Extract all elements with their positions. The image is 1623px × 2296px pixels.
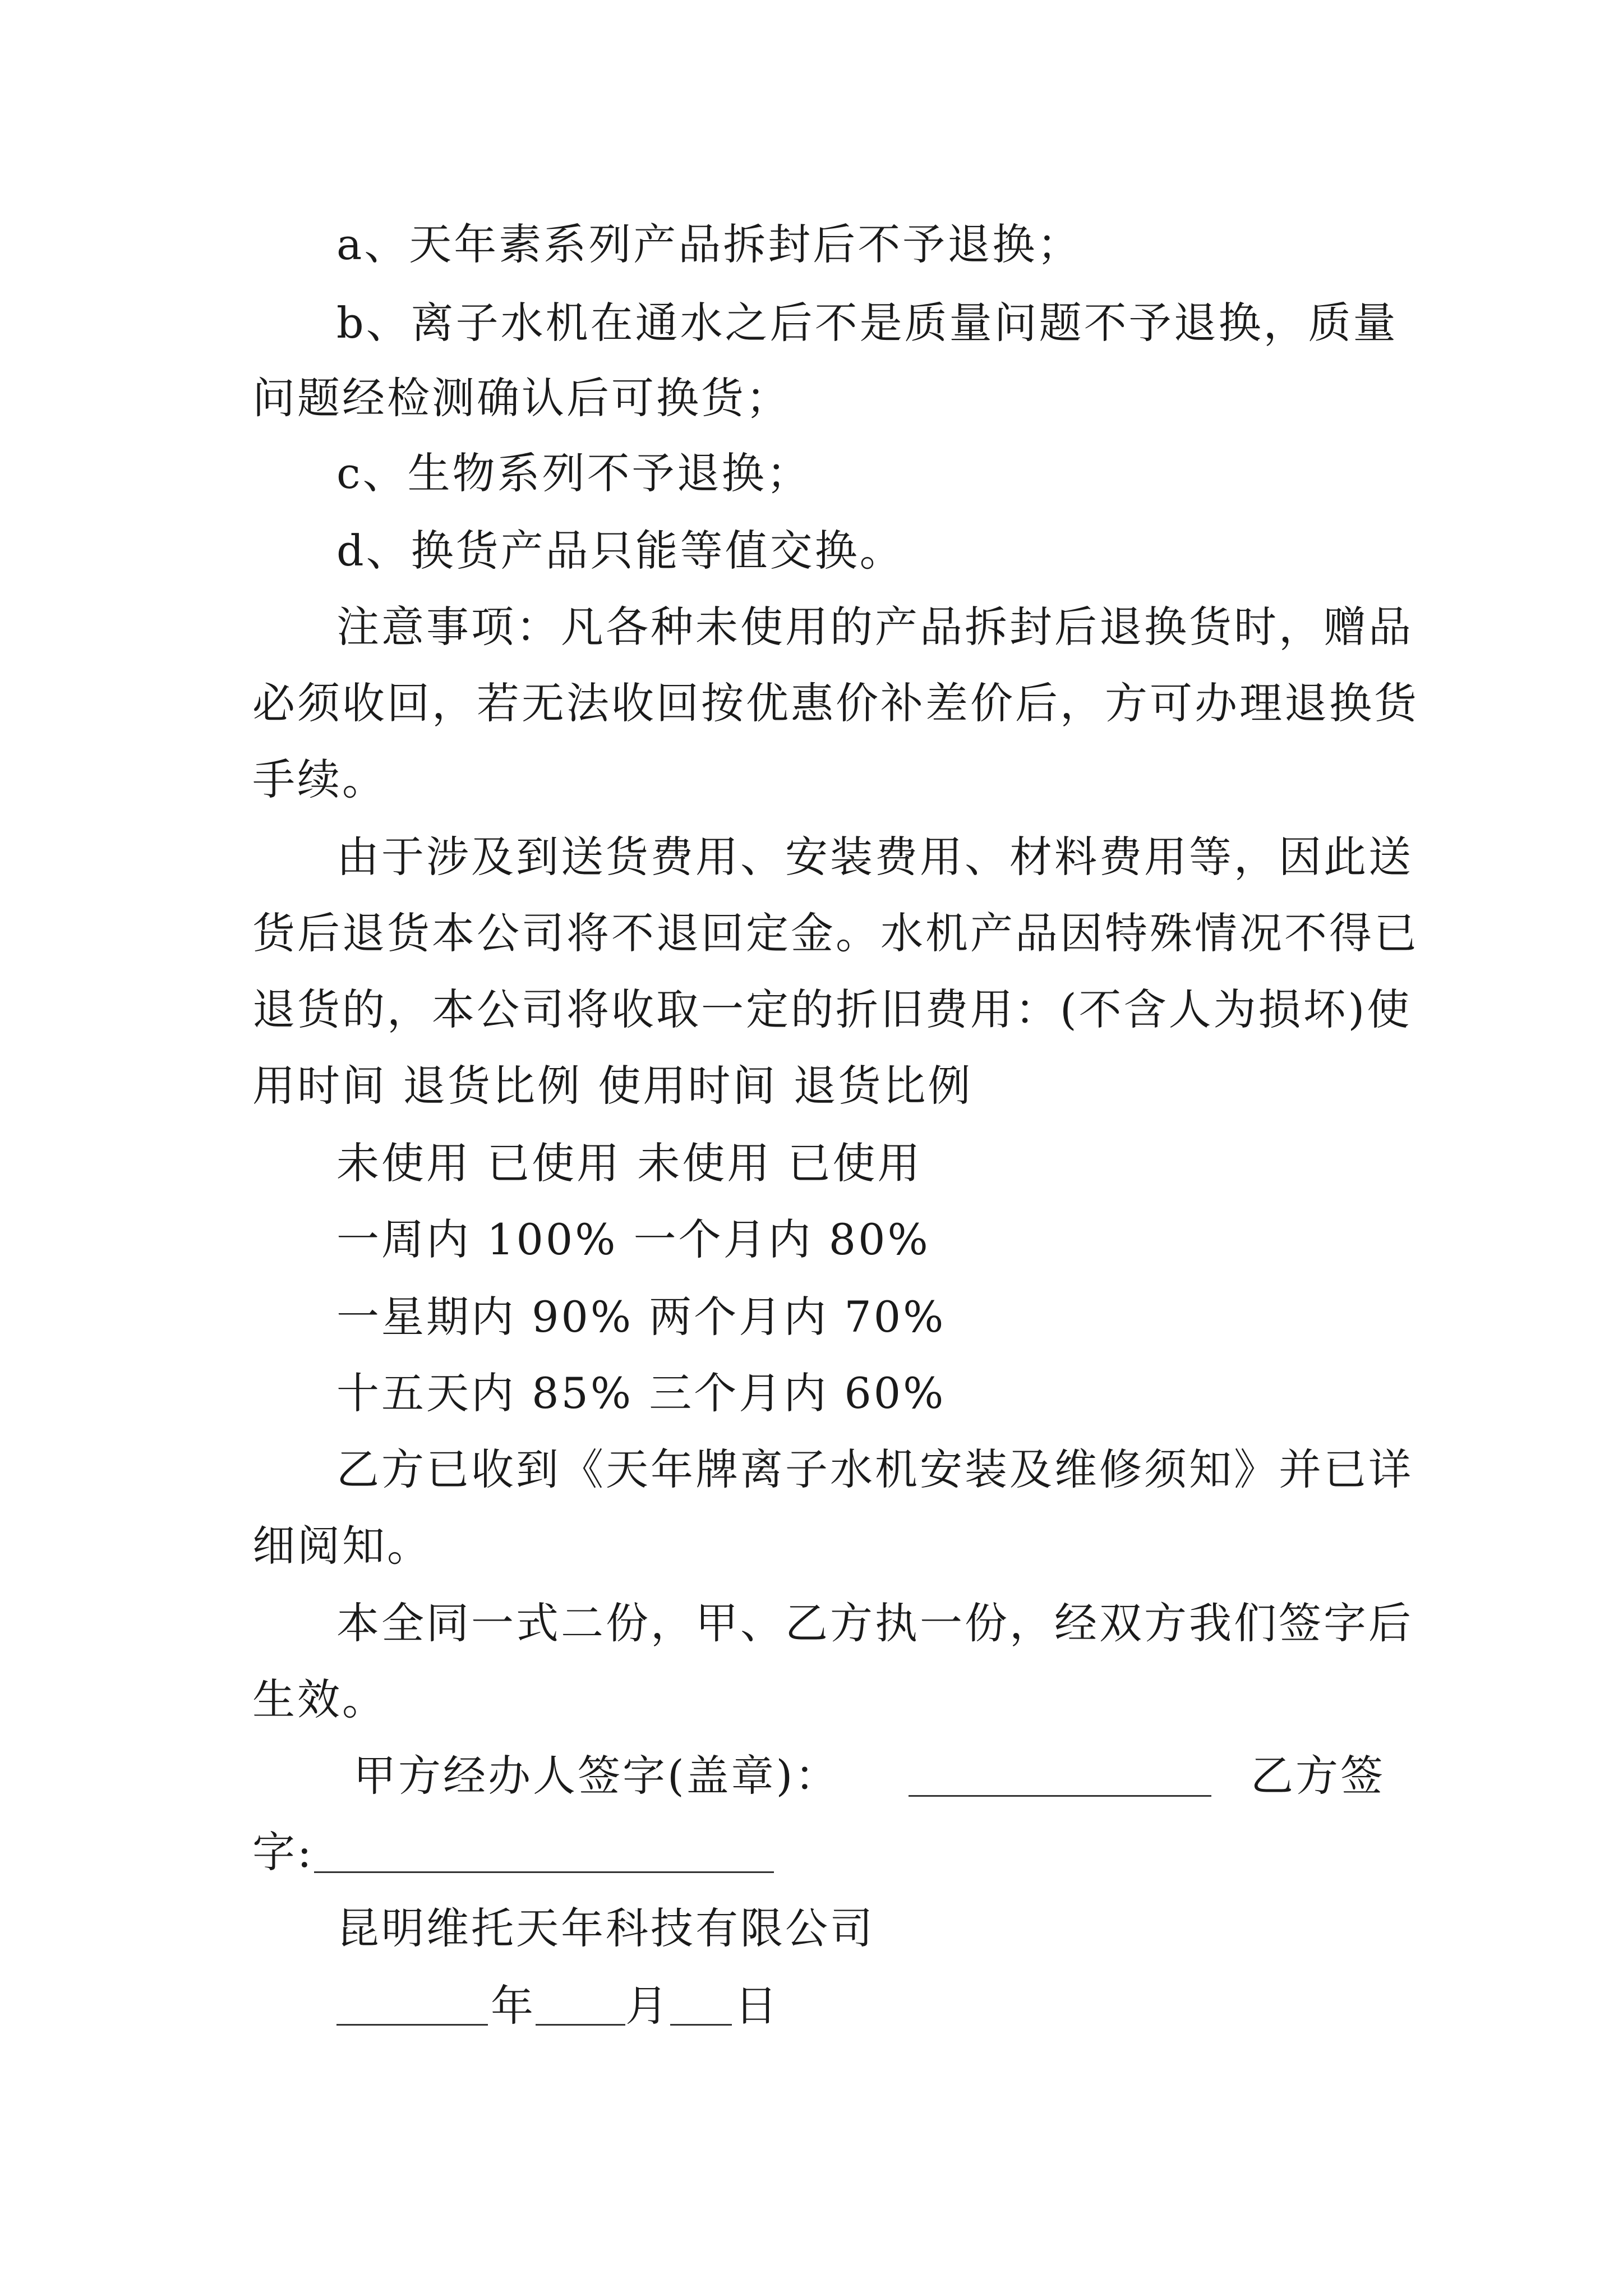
clause-b-line-2: 问题经检测确认后可换货； — [252, 373, 791, 423]
acknowledgement-line-1: 乙方已收到《天年牌离子水机安装及维修须知》并已详 — [336, 1444, 1413, 1494]
refund-line-3: 退货的，本公司将收取一定的折旧费用：(不含人为损坏)使 — [252, 984, 1412, 1034]
table-row-1: 一周内 100% 一个月内 80% — [336, 1214, 930, 1264]
clause-c: c、生物系列不予退换； — [336, 448, 811, 498]
clause-a: a、天年素系列产品拆封后不予退换； — [336, 219, 1082, 269]
party-b-signature-label-2: 字: — [252, 1827, 314, 1877]
contract-copies-line-1: 本全同一式二份，甲、乙方执一份，经双方我们签字后 — [336, 1598, 1413, 1648]
table-row-3: 十五天内 85% 三个月内 60% — [336, 1368, 946, 1418]
contract-copies-line-2: 生效。 — [252, 1674, 387, 1724]
acknowledgement-line-2: 细阅知。 — [252, 1521, 432, 1571]
table-header-line: 用时间 退货比例 使用时间 退货比例 — [252, 1061, 973, 1111]
party-b-signature-label-1: 乙方签 — [1251, 1751, 1385, 1801]
date-year-label: 年 — [491, 1981, 536, 2031]
refund-line-1: 由于涉及到送货费用、安装费用、材料费用等，因此送 — [336, 832, 1413, 882]
date-year-blank[interactable] — [336, 1990, 488, 2026]
clause-b-line-1 — [252, 298, 1398, 348]
refund-line-2: 货后退货本公司将不退回定金。水机产品因特殊情况不得已 — [252, 908, 1419, 958]
date-month-label: 月 — [625, 1981, 670, 2031]
date-day-label: 日 — [735, 1981, 780, 2031]
date-day-blank[interactable] — [670, 1990, 732, 2026]
clause-b-text: b、离子水机在通水之后不是质量问题不予退换，质量 — [336, 298, 1398, 348]
company-name: 昆明维托天年科技有限公司 — [336, 1903, 875, 1953]
party-a-signature-label: 甲方经办人签字(盖章)： — [353, 1751, 840, 1801]
notice-line-3: 手续。 — [252, 754, 387, 804]
table-subheader-line: 未使用 已使用 未使用 已使用 — [336, 1138, 923, 1188]
party-b-signature-blank[interactable] — [314, 1838, 774, 1873]
date-month-blank[interactable] — [536, 1990, 625, 2026]
clause-d: d、换货产品只能等值交换。 — [336, 526, 905, 576]
party-a-signature-blank[interactable] — [909, 1761, 1211, 1797]
notice-line-2: 必须收回，若无法收回按优惠价补差价后，方可办理退换货 — [252, 678, 1419, 728]
table-row-2: 一星期内 90% 两个月内 70% — [336, 1292, 946, 1342]
notice-line-1: 注意事项：凡各种未使用的产品拆封后退换货时，赠品 — [336, 602, 1413, 652]
